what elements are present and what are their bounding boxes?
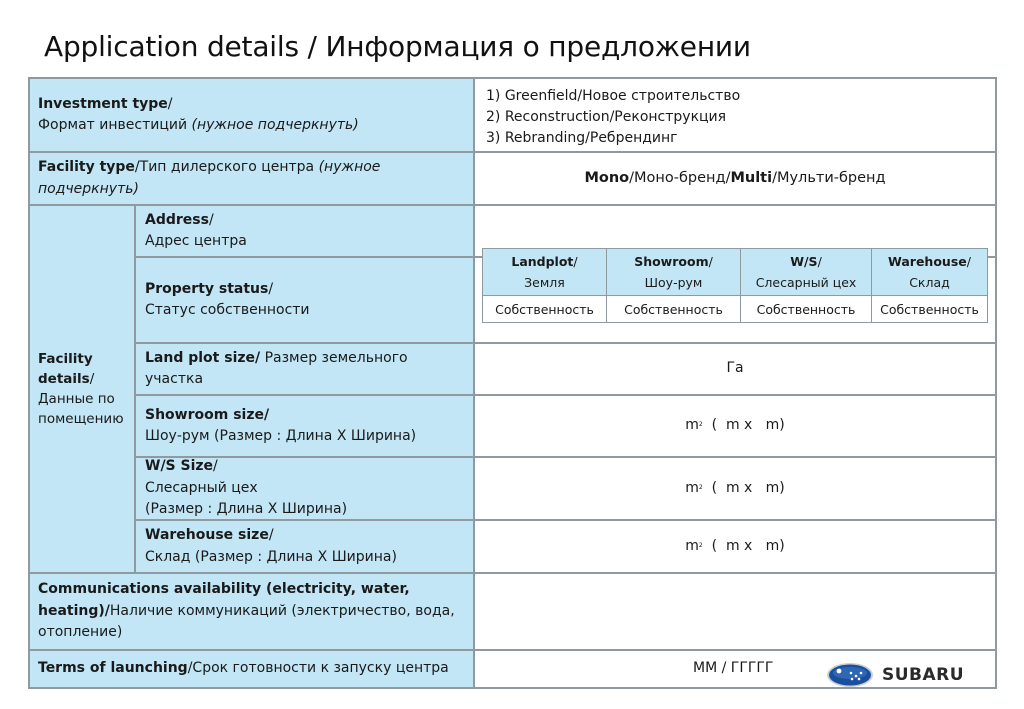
investment-option-reconstruction[interactable]: 2) Reconstruction/Реконструкция: [486, 109, 727, 125]
divider: [995, 77, 997, 689]
divider: [134, 205, 136, 573]
terms-label: Terms of launching/Срок готовности к запуску центра: [38, 660, 449, 677]
subaru-emblem-icon: [826, 662, 874, 688]
divider: [28, 649, 997, 651]
property-header-showroom: Showroom/ Шоу-рум: [607, 249, 741, 296]
divider: [28, 151, 997, 153]
property-header-ws: W/S/ Слесарный цех: [741, 249, 872, 296]
property-value-ws[interactable]: Собственность: [741, 296, 872, 322]
land-plot-size-value[interactable]: Га: [726, 360, 744, 377]
divider: [474, 256, 482, 258]
property-header-warehouse: Warehouse/ Склад: [872, 249, 987, 296]
divider: [134, 456, 997, 458]
divider: [134, 519, 997, 521]
divider: [28, 204, 997, 206]
property-status-table: [482, 248, 988, 323]
facility-option-multi[interactable]: Multi: [730, 169, 773, 186]
property-value-showroom[interactable]: Собственность: [607, 296, 741, 322]
investment-type-options: [474, 80, 996, 152]
address-input[interactable]: [476, 206, 994, 246]
terms-value[interactable]: ММ / ГГГГГ: [693, 660, 774, 677]
subaru-wordmark: SUBARU: [882, 665, 965, 685]
divider: [28, 77, 30, 689]
address-label: Address/ Адрес центра: [145, 211, 247, 249]
divider: [134, 394, 997, 396]
communications-input[interactable]: [476, 574, 994, 649]
property-header-landplot: Landplot/ Земля: [483, 249, 607, 296]
divider: [28, 77, 997, 79]
divider: [28, 572, 997, 574]
property-value-warehouse[interactable]: Собственность: [880, 301, 979, 317]
investment-option-rebranding[interactable]: 3) Rebranding/Ребрендинг: [486, 130, 678, 146]
warehouse-size-label: Warehouse size/ Склад (Размер : Длина Х Ширина): [145, 527, 397, 565]
divider: [988, 256, 996, 258]
property-status-label: Property status/ Статус собственности: [145, 280, 310, 318]
communications-label: Communications availability (electricity, water, heating)/Наличие коммуникаций (электричество, вода, отопление): [38, 581, 455, 641]
divider: [134, 342, 997, 344]
showroom-size-label: Showroom size/ Шоу-рум (Размер : Длина Х Ширина): [145, 406, 417, 444]
land-plot-size-label: Land plot size/ Размер земельного участка: [145, 349, 408, 387]
investment-option-greenfield[interactable]: 1) Greenfield/Новое строительство: [486, 88, 741, 104]
facility-details-group-label: Facility details/ Данные по помещению: [38, 351, 124, 427]
facility-option-mono[interactable]: Mono: [584, 169, 630, 186]
investment-type-label: Investment type/ Формат инвестиций (нужное подчеркнуть): [38, 95, 359, 133]
subaru-logo: [826, 662, 964, 688]
ws-size-value[interactable]: $m^2$ ( m x m): [685, 479, 785, 496]
divider: [473, 77, 475, 689]
facility-type-value[interactable]: Mono/Моно-бренд/Multi/Мульти-бренд: [584, 169, 886, 186]
page-title: Application details / Информация о предложении: [44, 30, 751, 63]
showroom-size-value[interactable]: $m^2$ ( m x m): [685, 417, 785, 434]
warehouse-size-value[interactable]: $m^2$ ( m x m): [685, 537, 785, 554]
facility-type-label: Facility type/Тип дилерского центра (нужное подчеркнуть): [38, 159, 381, 197]
divider: [134, 256, 474, 258]
ws-size-label: W/S Size/ Слесарный цех (Размер : Длина Х Ширина): [145, 458, 348, 518]
property-value-landplot[interactable]: Собственность: [483, 296, 607, 322]
